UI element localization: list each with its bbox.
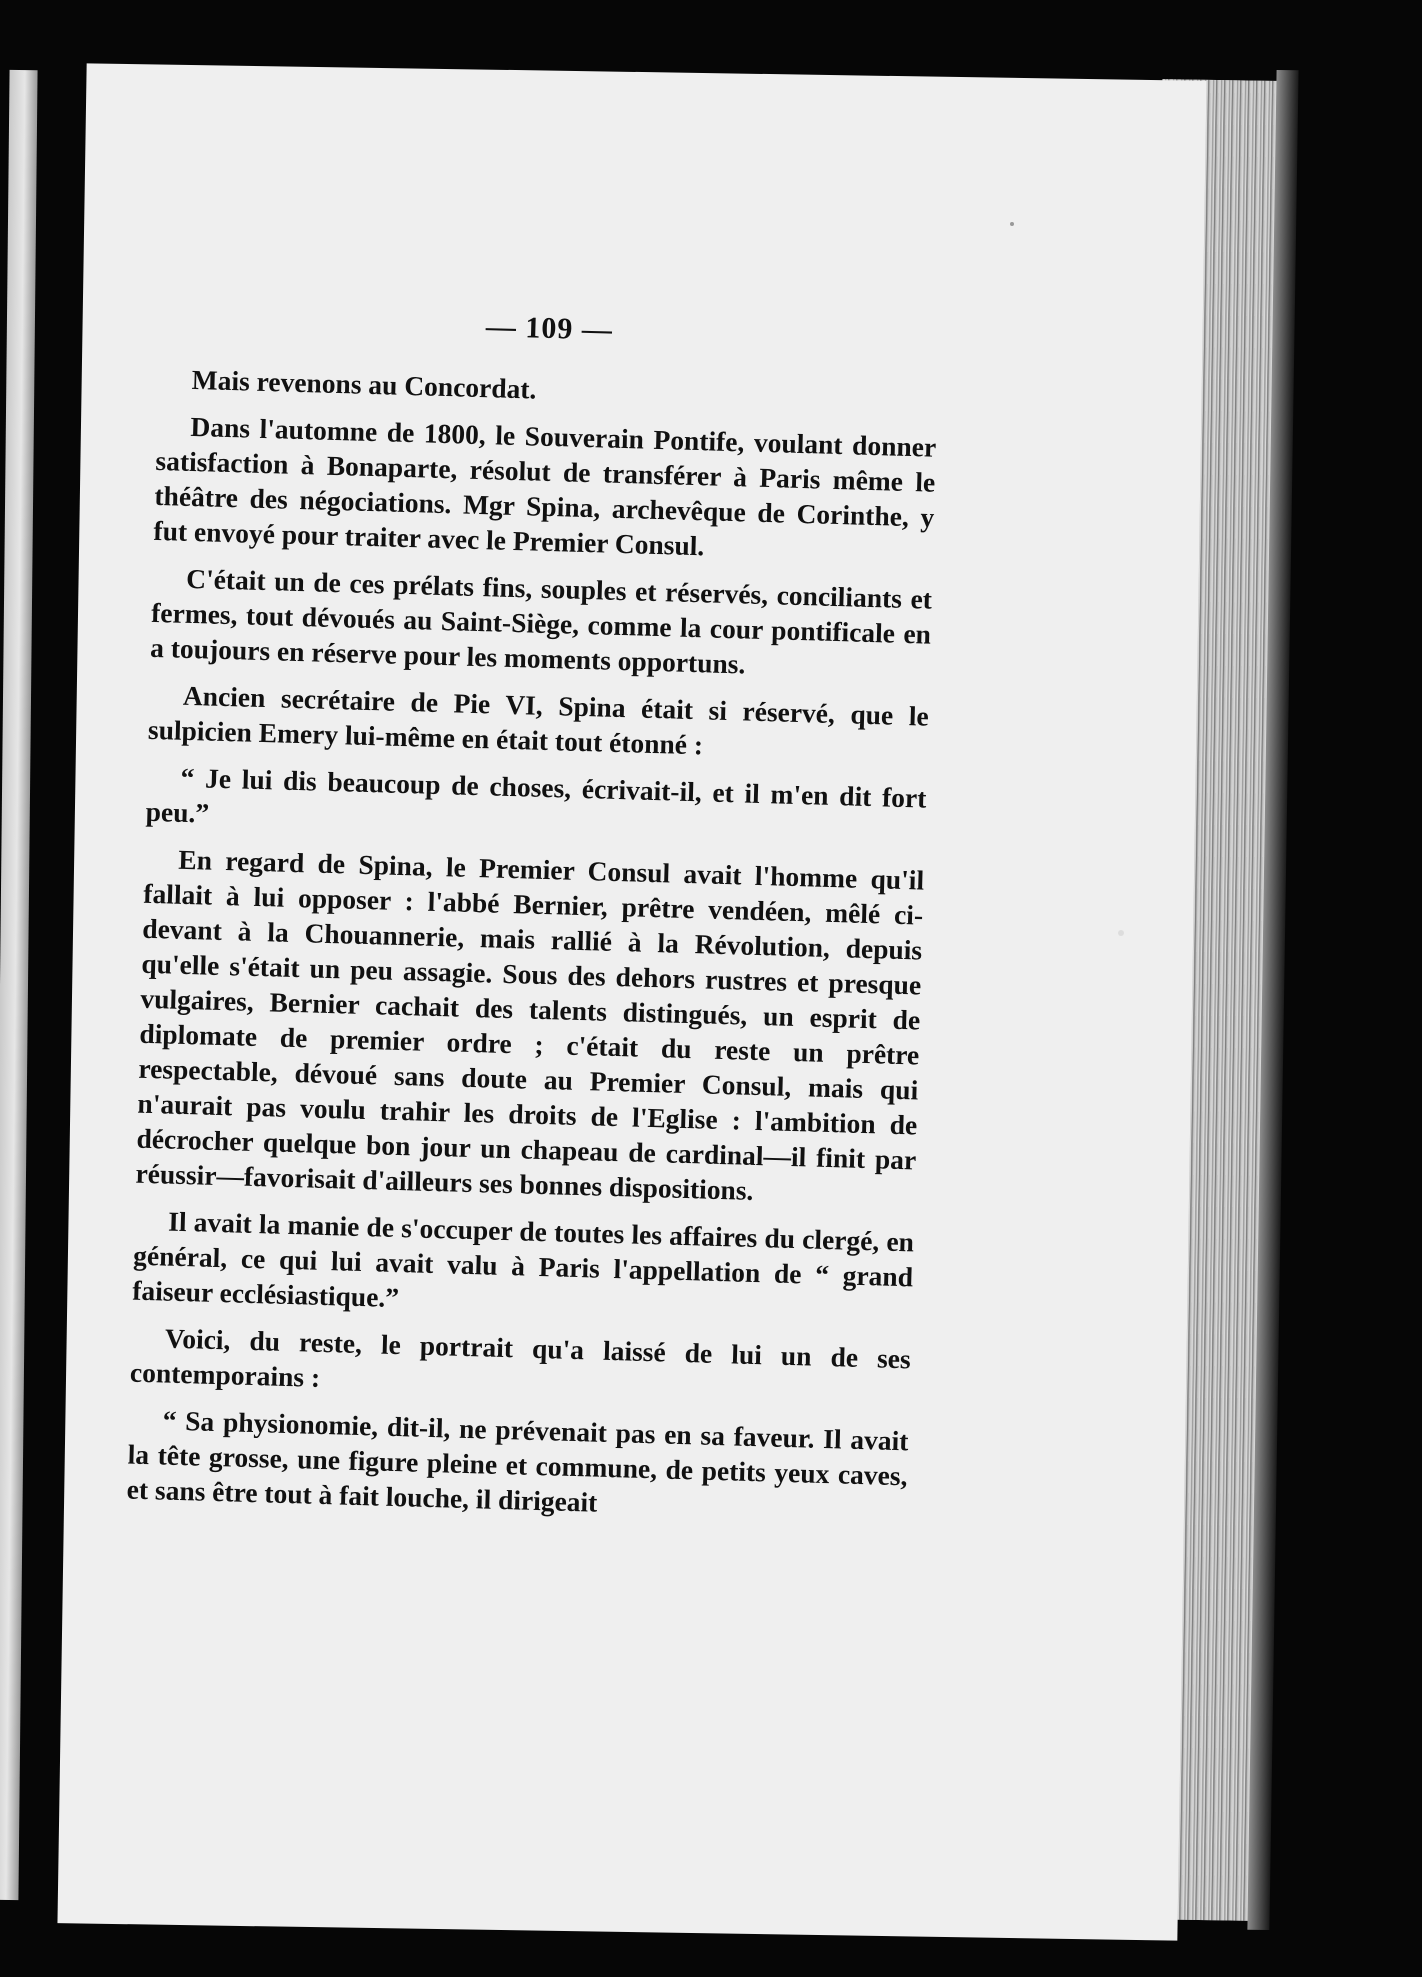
paragraph: En regard de Spina, le Premier Consul avait l'homme qu'il fallait à lui opposer : l'abbé Bernier, prêtre vendéen, mêlé ci-devant à la Chouannerie, mais rallié à la Révolution, depuis qu'elle s'était un peu assagie. Sous des dehors rustres et presque vulgaires, Bernier cachait des talents distingués, un esprit de diplomate de premier ordre ; c'était du reste un prêtre respectable, dévoué sans doute au Premier Consul, mais qui n'aurait pas voulu trahir les droits de l'Eglise : l'ambition de décrocher quelque bon jour un chapeau de cardinal—il finit par réussir—favorisait d'ailleurs ses bonnes dispositions.: [135, 843, 925, 1206]
quotation: “ Je lui dis beaucoup de choses, écrivait-il, et il m'en dit fort peu.”: [145, 761, 927, 829]
paragraph: Il avait la manie de s'occuper de toutes les affaires du clergé, en général, ce qui lui avait valu à Paris l'appellation de “ grand faiseur ecclésiastique.”: [131, 1205, 915, 1314]
page-text: [126, 300, 940, 1540]
paragraph: Voici, du reste, le portrait qu'a laissé de lui un de ses contemporains :: [129, 1322, 912, 1393]
speck-mark: [1010, 222, 1014, 226]
paragraph: Dans l'automne de 1800, le Souverain Pontife, voulant donner satisfaction à Bonaparte, résolut de transférer à Paris même le théâtre des négociations. Mgr Spina, archevêque de Corinthe, y fut envoyé pour traiter avec le Premier Consul.: [153, 410, 937, 562]
speck-mark: [1118, 930, 1124, 936]
paragraph: Ancien secrétaire de Pie VI, Spina était si réservé, que le sulpicien Emery lui-même en était tout étonné :: [147, 679, 930, 761]
quotation: “ Sa physionomie, dit-il, ne prévenait pas en sa faveur. Il avait la tête grosse, une figure pleine et commune, de petits yeux caves, et sans être tout à fait louche, il dirigeait: [126, 1404, 909, 1518]
paragraph: C'était un de ces prélats fins, souples et réservés, conciliants et fermes, tout dévoués au Saint-Siège, comme la cour pontificale en a toujours en réserve pour les moments opportuns.: [149, 562, 933, 680]
previous-page-edge: [0, 70, 38, 1900]
paragraph: Mais revenons au Concordat.: [191, 363, 537, 405]
page-number: — 109 —: [485, 310, 614, 347]
